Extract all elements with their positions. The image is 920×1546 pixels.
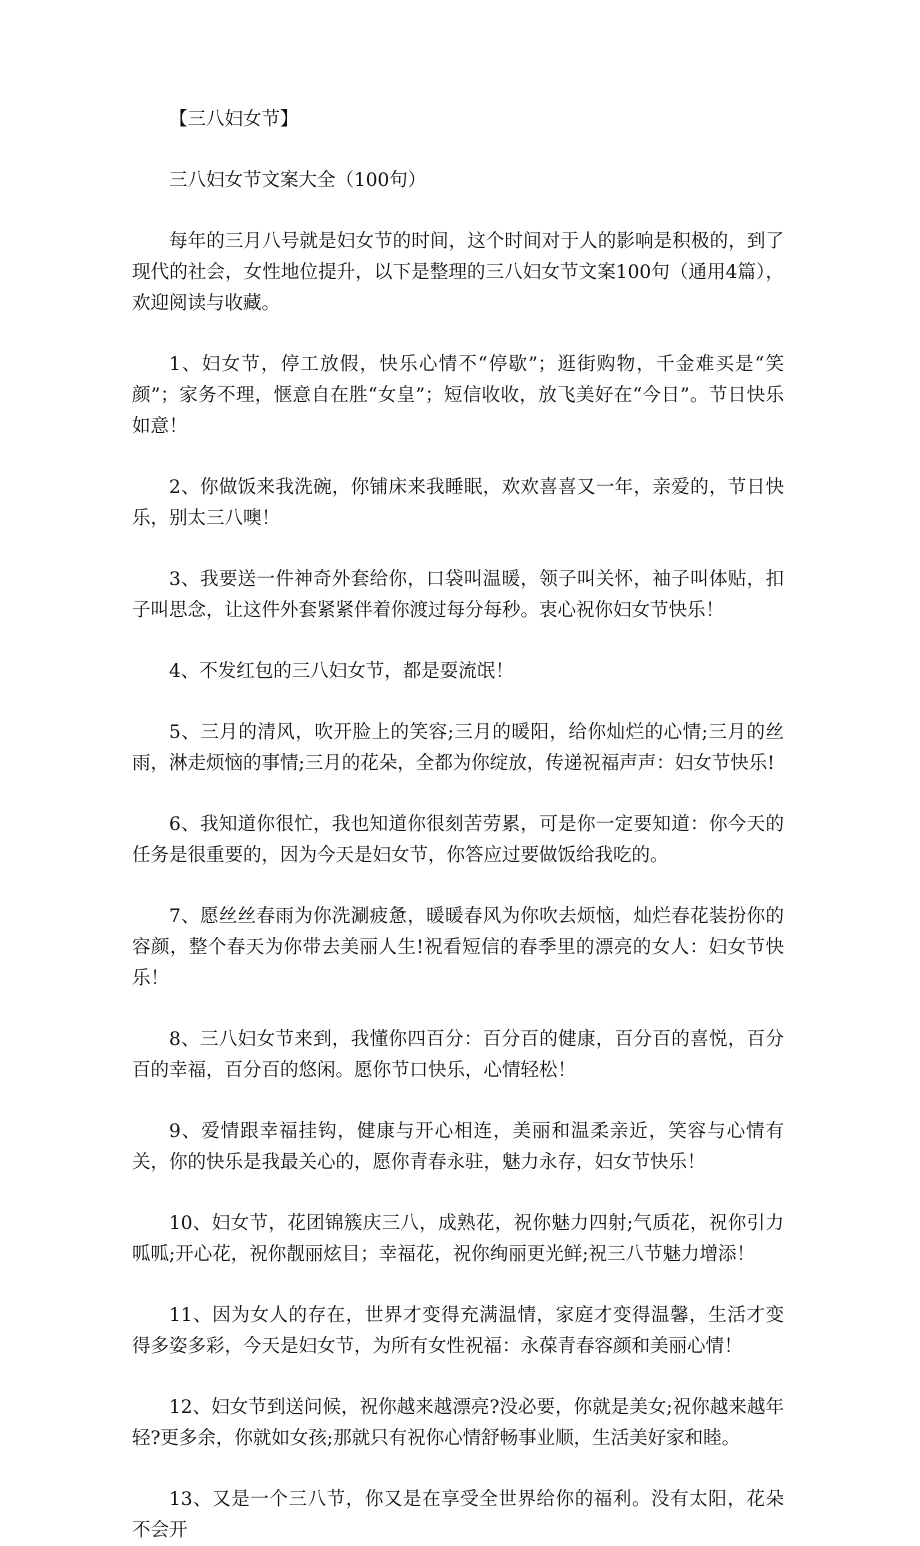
wish-paragraph-7: 7、愿丝丝春雨为你洗涮疲惫，暖暖春风为你吹去烦恼，灿烂春花装扮你的容颜，整个春天为你带去美丽人生!祝看短信的春季里的漂亮的女人：妇女节快乐！: [132, 906, 784, 989]
wish-paragraph-4: 4、不发红包的三八妇女节，都是耍流氓！: [169, 661, 514, 682]
wish-paragraph-1: 1、妇女节，停工放假，快乐心情不“停歇”；逛街购物，千金难买是“笑颜”；家务不理，惬意自在胜“女皇”；短信收收，放飞美好在“今日”。节日快乐如意！: [132, 354, 784, 437]
wish-paragraph-9: 9、爱情跟幸福挂钩，健康与开心相连，美丽和温柔亲近，笑容与心情有关，你的快乐是我最关心的，愿你青春永驻，魅力永存，妇女节快乐！: [132, 1121, 784, 1173]
wish-paragraph-3: 3、我要送一件神奇外套给你，口袋叫温暖，领子叫关怀，袖子叫体贴，扣子叫思念，让这件外套紧紧伴着你渡过每分每秒。衷心祝你妇女节快乐！: [132, 569, 784, 621]
document-subtitle: 三八妇女节文案大全（100句）: [169, 170, 427, 191]
document-page: [132, 104, 784, 1546]
wish-paragraph-11: 11、因为女人的存在，世界才变得充满温情，家庭才变得温馨，生活才变得多姿多彩，今天是妇女节，为所有女性祝福：永葆青春容颜和美丽心情！: [132, 1305, 784, 1357]
document-title: 【三八妇女节】: [169, 109, 299, 130]
wish-paragraph-10: 10、妇女节，花团锦簇庆三八，成熟花，祝你魅力四射;气质花，祝你引力呱呱;开心花，祝你靓丽炫目；幸福花，祝你绚丽更光鲜;祝三八节魅力增添！: [132, 1213, 784, 1265]
wish-paragraph-5: 5、三月的清风，吹开脸上的笑容;三月的暖阳，给你灿烂的心情;三月的丝雨，淋走烦恼的事情;三月的花朵，全都为你绽放，传递祝福声声：妇女节快乐!: [132, 722, 784, 774]
wish-paragraph-2: 2、你做饭来我洗碗，你铺床来我睡眠，欢欢喜喜又一年，亲爱的，节日快乐，别太三八噢！: [132, 477, 784, 529]
wish-paragraph-13: 13、又是一个三八节，你又是在享受全世界给你的福利。没有太阳，花朵不会开: [132, 1489, 784, 1541]
wish-paragraph-6: 6、我知道你很忙，我也知道你很刻苦劳累，可是你一定要知道：你今天的任务是很重要的，因为今天是妇女节，你答应过要做饭给我吃的。: [132, 814, 784, 866]
wish-paragraph-8: 8、三八妇女节来到，我懂你四百分：百分百的健康，百分百的喜悦，百分百的幸福，百分百的悠闲。愿你节口快乐，心情轻松！: [132, 1029, 784, 1081]
wish-paragraph-12: 12、妇女节到送问候，祝你越来越漂亮?没必要，你就是美女;祝你越来越年轻?更多余，你就如女孩;那就只有祝你心情舒畅事业顺，生活美好家和睦。: [132, 1397, 784, 1449]
intro-paragraph: 每年的三月八号就是妇女节的时间，这个时间对于人的影响是积极的，到了现代的社会，女性地位提升，以下是整理的三八妇女节文案100句（通用4篇），欢迎阅读与收藏。: [132, 231, 784, 314]
